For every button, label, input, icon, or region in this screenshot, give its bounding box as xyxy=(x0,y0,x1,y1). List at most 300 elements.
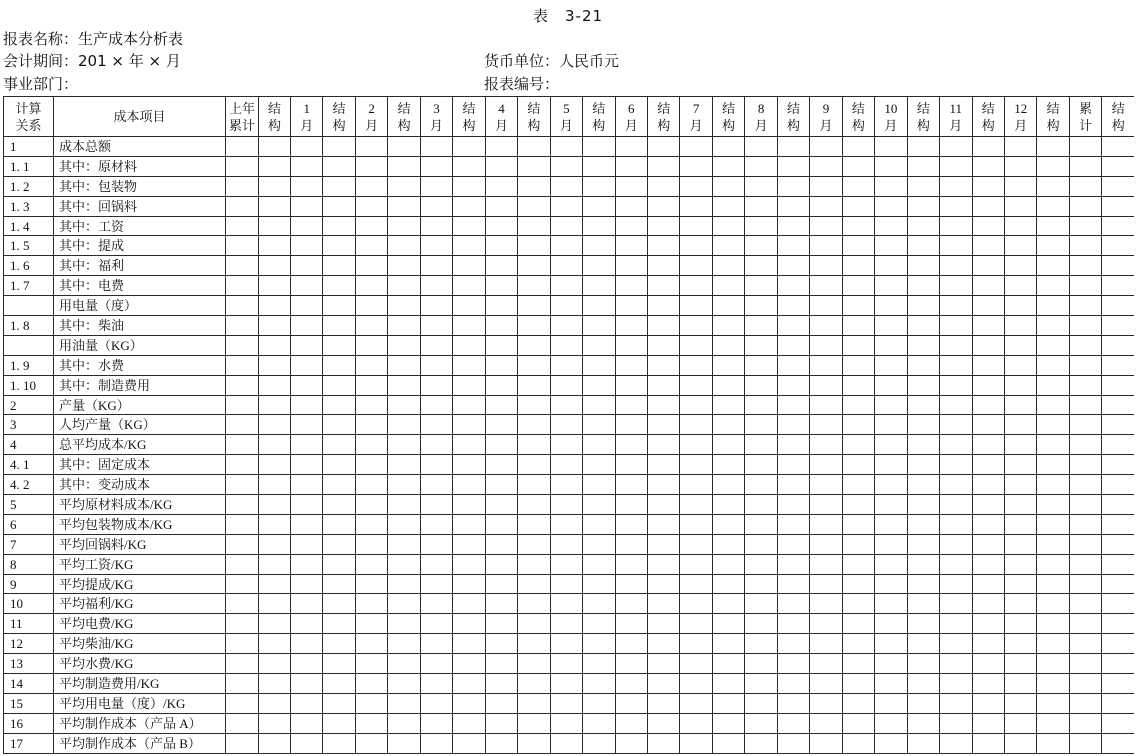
value-cell xyxy=(907,395,939,415)
value-cell xyxy=(1004,554,1036,574)
value-cell xyxy=(583,156,615,176)
value-cell xyxy=(355,495,387,515)
value-cell xyxy=(485,554,517,574)
value-cell xyxy=(1069,335,1101,355)
value-cell xyxy=(518,335,550,355)
value-cell xyxy=(875,634,907,654)
value-cell xyxy=(485,316,517,336)
column-header-text: 结 xyxy=(851,100,865,116)
value-cell xyxy=(842,375,874,395)
value-cell xyxy=(647,455,679,475)
value-cell xyxy=(388,276,420,296)
calc-relation-cell: 1. 1 xyxy=(4,156,54,176)
value-cell xyxy=(226,355,259,375)
value-cell xyxy=(940,415,972,435)
value-cell xyxy=(777,395,809,415)
value-cell xyxy=(972,196,1004,216)
value-cell xyxy=(810,495,842,515)
value-cell xyxy=(712,256,744,276)
value-cell xyxy=(680,276,712,296)
value-cell xyxy=(615,316,647,336)
calc-relation-cell: 15 xyxy=(4,693,54,713)
value-cell xyxy=(518,614,550,634)
value-cell xyxy=(615,276,647,296)
value-cell xyxy=(615,534,647,554)
column-header-text: 结 xyxy=(267,100,281,116)
cost-item-cell: 平均电费/KG xyxy=(54,614,226,634)
value-cell xyxy=(907,654,939,674)
value-cell xyxy=(420,375,452,395)
value-cell xyxy=(777,534,809,554)
value-cell xyxy=(453,475,485,495)
value-cell xyxy=(226,495,259,515)
value-cell xyxy=(972,634,1004,654)
value-cell xyxy=(1037,156,1069,176)
value-cell xyxy=(259,654,291,674)
value-cell xyxy=(388,176,420,196)
value-cell xyxy=(1069,176,1101,196)
value-cell xyxy=(940,554,972,574)
value-cell xyxy=(226,375,259,395)
value-cell xyxy=(1069,296,1101,316)
value-cell xyxy=(1069,455,1101,475)
calc-relation-cell: 1. 4 xyxy=(4,216,54,236)
value-cell xyxy=(777,176,809,196)
value-cell xyxy=(518,375,550,395)
value-cell xyxy=(550,495,582,515)
value-cell xyxy=(259,435,291,455)
value-cell xyxy=(712,713,744,733)
value-cell xyxy=(745,654,777,674)
value-cell xyxy=(647,335,679,355)
value-cell xyxy=(226,574,259,594)
value-cell xyxy=(226,415,259,435)
value-cell xyxy=(518,296,550,316)
value-cell xyxy=(355,634,387,654)
value-cell xyxy=(745,475,777,495)
value-cell xyxy=(842,156,874,176)
value-cell xyxy=(875,415,907,435)
value-cell xyxy=(355,534,387,554)
value-cell xyxy=(355,296,387,316)
cost-item-cell: 总平均成本/KG xyxy=(54,435,226,455)
value-cell xyxy=(810,375,842,395)
value-cell xyxy=(1037,495,1069,515)
value-cell xyxy=(1004,216,1036,236)
value-cell xyxy=(1069,713,1101,733)
value-cell xyxy=(453,236,485,256)
value-cell xyxy=(1004,156,1036,176)
table-row xyxy=(4,176,1142,196)
value-cell xyxy=(712,395,744,415)
value-cell xyxy=(810,574,842,594)
value-cell xyxy=(907,574,939,594)
value-cell xyxy=(583,236,615,256)
value-cell xyxy=(226,614,259,634)
value-cell xyxy=(1069,435,1101,455)
value-cell xyxy=(550,674,582,694)
value-cell xyxy=(777,276,809,296)
value-cell xyxy=(259,256,291,276)
value-cell xyxy=(388,415,420,435)
value-cell xyxy=(1004,514,1036,534)
value-cell xyxy=(1102,534,1134,554)
value-cell xyxy=(712,674,744,694)
value-cell xyxy=(875,395,907,415)
cost-item-cell: 平均工资/KG xyxy=(54,554,226,574)
calc-relation-cell: 4. 2 xyxy=(4,475,54,495)
value-cell xyxy=(388,475,420,495)
value-cell xyxy=(1102,495,1134,515)
value-cell xyxy=(388,495,420,515)
value-cell xyxy=(842,435,874,455)
value-cell xyxy=(518,395,550,415)
value-cell xyxy=(1037,216,1069,236)
value-cell xyxy=(226,674,259,694)
value-cell xyxy=(940,355,972,375)
value-cell xyxy=(615,137,647,157)
value-cell xyxy=(355,455,387,475)
value-cell xyxy=(1069,256,1101,276)
table-row xyxy=(4,713,1142,733)
table-row xyxy=(4,216,1142,236)
value-cell xyxy=(485,335,517,355)
value-cell xyxy=(875,355,907,375)
column-header-text: 10 xyxy=(884,100,898,116)
value-cell xyxy=(1037,335,1069,355)
value-cell xyxy=(680,713,712,733)
cost-item-cell: 平均制造费用/KG xyxy=(54,674,226,694)
value-cell xyxy=(810,236,842,256)
value-cell xyxy=(842,693,874,713)
value-cell xyxy=(1069,634,1101,654)
cost-item-cell: 其中：水费 xyxy=(54,355,226,375)
value-cell xyxy=(810,534,842,554)
value-cell xyxy=(1102,415,1134,435)
value-cell xyxy=(453,355,485,375)
value-cell xyxy=(453,713,485,733)
value-cell xyxy=(226,654,259,674)
value-cell xyxy=(712,137,744,157)
value-cell xyxy=(388,156,420,176)
value-cell xyxy=(907,296,939,316)
value-cell xyxy=(777,156,809,176)
value-cell xyxy=(615,614,647,634)
value-cell xyxy=(1102,654,1134,674)
value-cell xyxy=(291,475,323,495)
value-cell xyxy=(907,156,939,176)
value-cell xyxy=(907,216,939,236)
value-cell xyxy=(1004,733,1036,753)
value-cell xyxy=(1069,316,1101,336)
value-cell xyxy=(355,216,387,236)
value-cell xyxy=(615,176,647,196)
value-cell xyxy=(615,594,647,614)
value-cell xyxy=(647,574,679,594)
value-cell xyxy=(485,375,517,395)
value-cell xyxy=(842,196,874,216)
value-cell xyxy=(355,316,387,336)
currency-unit: 货币单位：人民币元 xyxy=(484,52,620,70)
value-cell xyxy=(875,534,907,554)
value-cell xyxy=(712,375,744,395)
value-cell xyxy=(420,475,452,495)
value-cell xyxy=(972,137,1004,157)
value-cell xyxy=(615,514,647,534)
value-cell xyxy=(712,415,744,435)
value-cell xyxy=(1069,276,1101,296)
value-cell xyxy=(647,554,679,574)
column-header-text: 结 xyxy=(462,100,476,116)
value-cell xyxy=(323,614,355,634)
value-cell xyxy=(745,693,777,713)
value-cell xyxy=(680,156,712,176)
value-cell xyxy=(615,713,647,733)
value-cell xyxy=(583,733,615,753)
value-cell xyxy=(323,495,355,515)
value-cell xyxy=(485,276,517,296)
calc-relation-cell: 12 xyxy=(4,634,54,654)
value-cell xyxy=(1037,415,1069,435)
value-cell xyxy=(485,355,517,375)
column-header xyxy=(777,97,809,137)
value-cell xyxy=(1004,335,1036,355)
value-cell xyxy=(420,296,452,316)
value-cell xyxy=(680,514,712,534)
value-cell xyxy=(550,574,582,594)
value-cell xyxy=(680,375,712,395)
calc-relation-cell: 1. 5 xyxy=(4,236,54,256)
column-header xyxy=(226,97,259,137)
value-cell xyxy=(1004,594,1036,614)
value-cell xyxy=(323,634,355,654)
value-cell xyxy=(1004,455,1036,475)
value-cell xyxy=(680,634,712,654)
value-cell xyxy=(1069,534,1101,554)
value-cell xyxy=(583,395,615,415)
value-cell xyxy=(647,236,679,256)
column-header xyxy=(875,97,907,137)
column-header-text: 结 xyxy=(981,100,995,116)
column-header xyxy=(1037,97,1069,137)
value-cell xyxy=(615,395,647,415)
value-cell xyxy=(647,316,679,336)
value-cell xyxy=(615,355,647,375)
value-cell xyxy=(291,156,323,176)
column-header xyxy=(291,97,323,137)
value-cell xyxy=(842,276,874,296)
column-header xyxy=(550,97,582,137)
value-cell xyxy=(907,375,939,395)
value-cell xyxy=(583,614,615,634)
value-cell xyxy=(550,276,582,296)
value-cell xyxy=(810,674,842,694)
value-cell xyxy=(420,554,452,574)
value-cell xyxy=(972,455,1004,475)
value-cell xyxy=(680,455,712,475)
value-cell xyxy=(1102,256,1134,276)
value-cell xyxy=(355,276,387,296)
value-cell xyxy=(518,495,550,515)
value-cell xyxy=(875,574,907,594)
value-cell xyxy=(1037,316,1069,336)
column-header-text: 月 xyxy=(949,117,963,133)
column-header-text: 4 xyxy=(498,100,505,116)
value-cell xyxy=(1037,355,1069,375)
value-cell xyxy=(1004,196,1036,216)
value-cell xyxy=(745,256,777,276)
value-cell xyxy=(550,156,582,176)
calc-relation-cell: 6 xyxy=(4,514,54,534)
value-cell xyxy=(355,236,387,256)
value-cell xyxy=(550,296,582,316)
value-cell xyxy=(518,196,550,216)
column-header-text: 9 xyxy=(822,100,830,116)
value-cell xyxy=(453,594,485,614)
value-cell xyxy=(453,634,485,654)
value-cell xyxy=(972,316,1004,336)
value-cell xyxy=(518,256,550,276)
value-cell xyxy=(680,296,712,316)
value-cell xyxy=(940,634,972,654)
value-cell xyxy=(810,176,842,196)
value-cell xyxy=(712,574,744,594)
cost-item-cell: 平均原材料成本/KG xyxy=(54,495,226,515)
value-cell xyxy=(615,574,647,594)
value-cell xyxy=(647,713,679,733)
value-cell xyxy=(1004,634,1036,654)
value-cell xyxy=(291,415,323,435)
value-cell xyxy=(1037,693,1069,713)
column-header-text: 构 xyxy=(332,117,346,133)
value-cell xyxy=(226,176,259,196)
value-cell xyxy=(259,176,291,196)
value-cell xyxy=(226,256,259,276)
report-number: 报表编号： xyxy=(484,75,560,93)
value-cell xyxy=(323,256,355,276)
value-cell xyxy=(323,554,355,574)
value-cell xyxy=(875,713,907,733)
value-cell xyxy=(1037,674,1069,694)
value-cell xyxy=(323,475,355,495)
value-cell xyxy=(842,713,874,733)
value-cell xyxy=(1004,375,1036,395)
value-cell xyxy=(583,594,615,614)
column-header-text: 月 xyxy=(1014,117,1028,133)
value-cell xyxy=(518,415,550,435)
value-cell xyxy=(1102,554,1134,574)
value-cell xyxy=(291,514,323,534)
value-cell xyxy=(680,534,712,554)
value-cell xyxy=(259,634,291,654)
cost-item-cell: 平均用电量（度）/KG xyxy=(54,693,226,713)
value-cell xyxy=(485,176,517,196)
value-cell xyxy=(291,435,323,455)
value-cell xyxy=(259,455,291,475)
value-cell xyxy=(810,395,842,415)
table-row xyxy=(4,355,1142,375)
value-cell xyxy=(485,475,517,495)
value-cell xyxy=(291,355,323,375)
column-header xyxy=(940,97,972,137)
value-cell xyxy=(745,156,777,176)
value-cell xyxy=(712,156,744,176)
value-cell xyxy=(615,634,647,654)
header-row xyxy=(4,97,1142,137)
value-cell xyxy=(875,276,907,296)
value-cell xyxy=(550,713,582,733)
value-cell xyxy=(907,355,939,375)
value-cell xyxy=(842,654,874,674)
value-cell xyxy=(259,514,291,534)
calc-relation-cell: 5 xyxy=(4,495,54,515)
value-cell xyxy=(745,614,777,634)
value-cell xyxy=(323,216,355,236)
value-cell xyxy=(842,534,874,554)
calc-relation-cell: 1. 9 xyxy=(4,355,54,375)
value-cell xyxy=(1037,713,1069,733)
column-header-text: 7 xyxy=(692,100,700,116)
value-cell xyxy=(355,614,387,634)
value-cell xyxy=(745,196,777,216)
value-cell xyxy=(940,316,972,336)
value-cell xyxy=(745,395,777,415)
value-cell xyxy=(972,614,1004,634)
calc-relation-cell xyxy=(4,296,54,316)
value-cell xyxy=(453,554,485,574)
value-cell xyxy=(680,614,712,634)
value-cell xyxy=(355,137,387,157)
value-cell xyxy=(647,276,679,296)
value-cell xyxy=(583,216,615,236)
value-cell xyxy=(355,395,387,415)
calc-relation-cell: 13 xyxy=(4,654,54,674)
value-cell xyxy=(745,574,777,594)
value-cell xyxy=(647,137,679,157)
value-cell xyxy=(259,375,291,395)
value-cell xyxy=(323,395,355,415)
value-cell xyxy=(453,196,485,216)
value-cell xyxy=(485,713,517,733)
value-cell xyxy=(907,594,939,614)
value-cell xyxy=(842,415,874,435)
value-cell xyxy=(485,634,517,654)
value-cell xyxy=(388,335,420,355)
value-cell xyxy=(777,335,809,355)
value-cell xyxy=(518,693,550,713)
value-cell xyxy=(259,395,291,415)
cost-item-cell: 人均产量（KG） xyxy=(54,415,226,435)
value-cell xyxy=(259,674,291,694)
value-cell xyxy=(1069,514,1101,534)
value-cell xyxy=(355,176,387,196)
value-cell xyxy=(712,276,744,296)
value-cell xyxy=(485,296,517,316)
column-header-text: 成本项目 xyxy=(113,109,166,124)
calc-relation-cell: 10 xyxy=(4,594,54,614)
value-cell xyxy=(291,137,323,157)
value-cell xyxy=(972,594,1004,614)
column-header-text: 构 xyxy=(981,117,995,133)
value-cell xyxy=(1102,475,1134,495)
value-cell xyxy=(1102,236,1134,256)
value-cell xyxy=(323,276,355,296)
value-cell xyxy=(323,733,355,753)
value-cell xyxy=(907,137,939,157)
value-cell xyxy=(810,296,842,316)
value-cell xyxy=(355,654,387,674)
value-cell xyxy=(712,196,744,216)
